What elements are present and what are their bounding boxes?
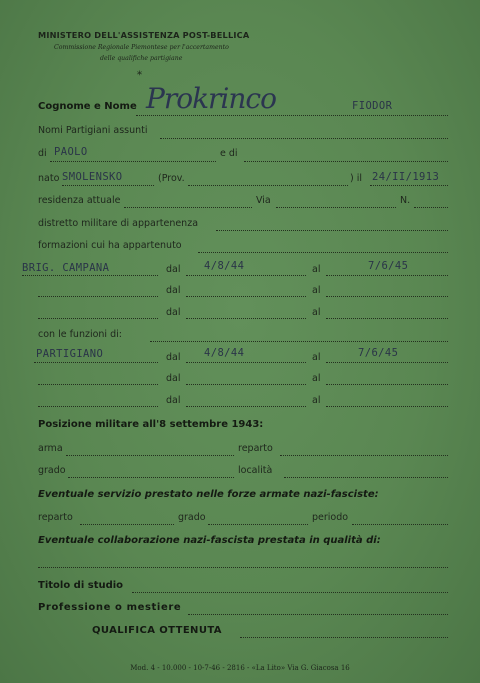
- formation-1-to-value: 7/6/45: [368, 260, 409, 272]
- formation-2-to-label: al: [312, 285, 321, 296]
- function-2-line: [38, 384, 158, 385]
- formation-3-to-label: al: [312, 307, 321, 318]
- commission-line-2: delle qualifiche partigiane: [100, 55, 183, 62]
- nazi-service-rank-label: grado: [178, 512, 206, 523]
- formation-1-from-label: dal: [166, 264, 181, 275]
- formation-3-from-label: dal: [166, 307, 181, 318]
- surname-name-label: Cognome e Nome: [38, 101, 137, 112]
- locality-line: [284, 477, 448, 478]
- military-position-heading: Posizione militare all'8 settembre 1943:: [38, 419, 264, 430]
- function-3-line: [38, 406, 158, 407]
- residence-line: [124, 207, 252, 208]
- formations-label: formazioni cui ha appartenuto: [38, 240, 182, 251]
- print-footer: Mod. 4 - 10.000 - 10-7-46 - 2816 - «La Lito» Via G. Giacosa 16: [130, 664, 350, 672]
- nazi-service-period-line: [352, 524, 448, 525]
- collaboration-line: [38, 567, 448, 568]
- arms-label: arma: [38, 443, 63, 454]
- birth-date-prefix: ) il: [350, 173, 363, 184]
- collaboration-heading: Eventuale collaborazione nazi-fascista prestata in qualità di:: [38, 535, 381, 546]
- arms-line: [66, 455, 234, 456]
- father-value: PAOLO: [54, 146, 88, 158]
- function-2-from-line: [186, 384, 306, 385]
- surname-line: [136, 115, 448, 116]
- study-title-line: [132, 592, 448, 593]
- military-district-line: [216, 230, 448, 231]
- function-3-from-label: dal: [166, 395, 181, 406]
- function-1-to-value: 7/6/45: [358, 347, 399, 359]
- formation-1-to-label: al: [312, 264, 321, 275]
- formation-3-to-line: [326, 318, 448, 319]
- formation-1-value: BRIG. CAMPANA: [22, 262, 110, 274]
- number-label: N.: [400, 195, 411, 206]
- function-1-to-line: [326, 362, 448, 363]
- via-line: [276, 207, 396, 208]
- birthplace-value: SMOLENSKO: [62, 171, 123, 183]
- function-2-to-line: [326, 384, 448, 385]
- and-of-label: e di: [220, 148, 238, 159]
- qualification-line: [240, 637, 448, 638]
- qualification-label: QUALIFICA OTTENUTA: [92, 625, 222, 636]
- functions-label: con le funzioni di:: [38, 329, 122, 340]
- functions-line: [150, 341, 448, 342]
- ministry-heading: MINISTERO DELL'ASSISTENZA POST-BELLICA: [38, 30, 250, 40]
- study-title-label: Titolo di studio: [38, 580, 124, 591]
- function-3-to-label: al: [312, 395, 321, 406]
- nazi-service-department-label: reparto: [38, 512, 73, 523]
- function-1-from-label: dal: [166, 352, 181, 363]
- nazi-service-department-line: [80, 524, 174, 525]
- son-of-label: di: [38, 148, 47, 159]
- department-label: reparto: [238, 443, 273, 454]
- birthplace-line: [62, 185, 154, 186]
- first-name-value: FIODOR: [352, 100, 393, 112]
- formation-3-from-line: [186, 318, 306, 319]
- star-mark: *: [137, 70, 142, 81]
- function-1-line: [34, 362, 158, 363]
- partisan-names-label: Nomi Partigiani assunti: [38, 125, 148, 136]
- formations-line: [198, 252, 448, 253]
- locality-label: località: [238, 465, 273, 476]
- residence-label: residenza attuale: [38, 195, 121, 206]
- function-1-from-line: [186, 362, 306, 363]
- rank-label: grado: [38, 465, 66, 476]
- prov-line: [188, 185, 348, 186]
- formation-1-from-line: [186, 275, 306, 276]
- born-label: nato: [38, 173, 60, 184]
- nazi-service-period-label: periodo: [312, 512, 349, 523]
- formation-2-line: [38, 296, 158, 297]
- mother-line: [244, 161, 448, 162]
- rank-line: [68, 477, 234, 478]
- department-line: [280, 455, 448, 456]
- partisan-names-line: [160, 138, 448, 139]
- birth-date-value: 24/II/1913: [372, 171, 440, 183]
- via-label: Via: [256, 195, 271, 206]
- function-1-from-value: 4/8/44: [204, 347, 245, 359]
- commission-line-1: Commissione Regionale Piemontese per l'accertamento: [54, 44, 229, 51]
- military-district-label: distretto militare di appartenenza: [38, 218, 199, 229]
- function-2-to-label: al: [312, 373, 321, 384]
- formation-1-from-value: 4/8/44: [204, 260, 245, 272]
- number-line: [414, 207, 448, 208]
- formation-2-to-line: [326, 296, 448, 297]
- function-3-to-line: [326, 406, 448, 407]
- formation-2-from-label: dal: [166, 285, 181, 296]
- formation-1-to-line: [326, 275, 448, 276]
- handwritten-surname: Prokrinco: [146, 82, 276, 115]
- formation-3-line: [38, 318, 158, 319]
- formation-2-from-line: [186, 296, 306, 297]
- birth-date-line: [370, 185, 448, 186]
- profession-line: [188, 614, 448, 615]
- function-2-from-label: dal: [166, 373, 181, 384]
- function-1-to-label: al: [312, 352, 321, 363]
- function-3-from-line: [186, 406, 306, 407]
- profession-label: Professione o mestiere: [38, 602, 182, 613]
- function-1-value: PARTIGIANO: [36, 348, 104, 360]
- prov-label: (Prov.: [158, 173, 185, 184]
- formation-1-line: [22, 275, 158, 276]
- father-line: [50, 161, 216, 162]
- nazi-service-rank-line: [208, 524, 308, 525]
- nazi-service-heading: Eventuale servizio prestato nelle forze armate nazi-fasciste:: [38, 489, 379, 500]
